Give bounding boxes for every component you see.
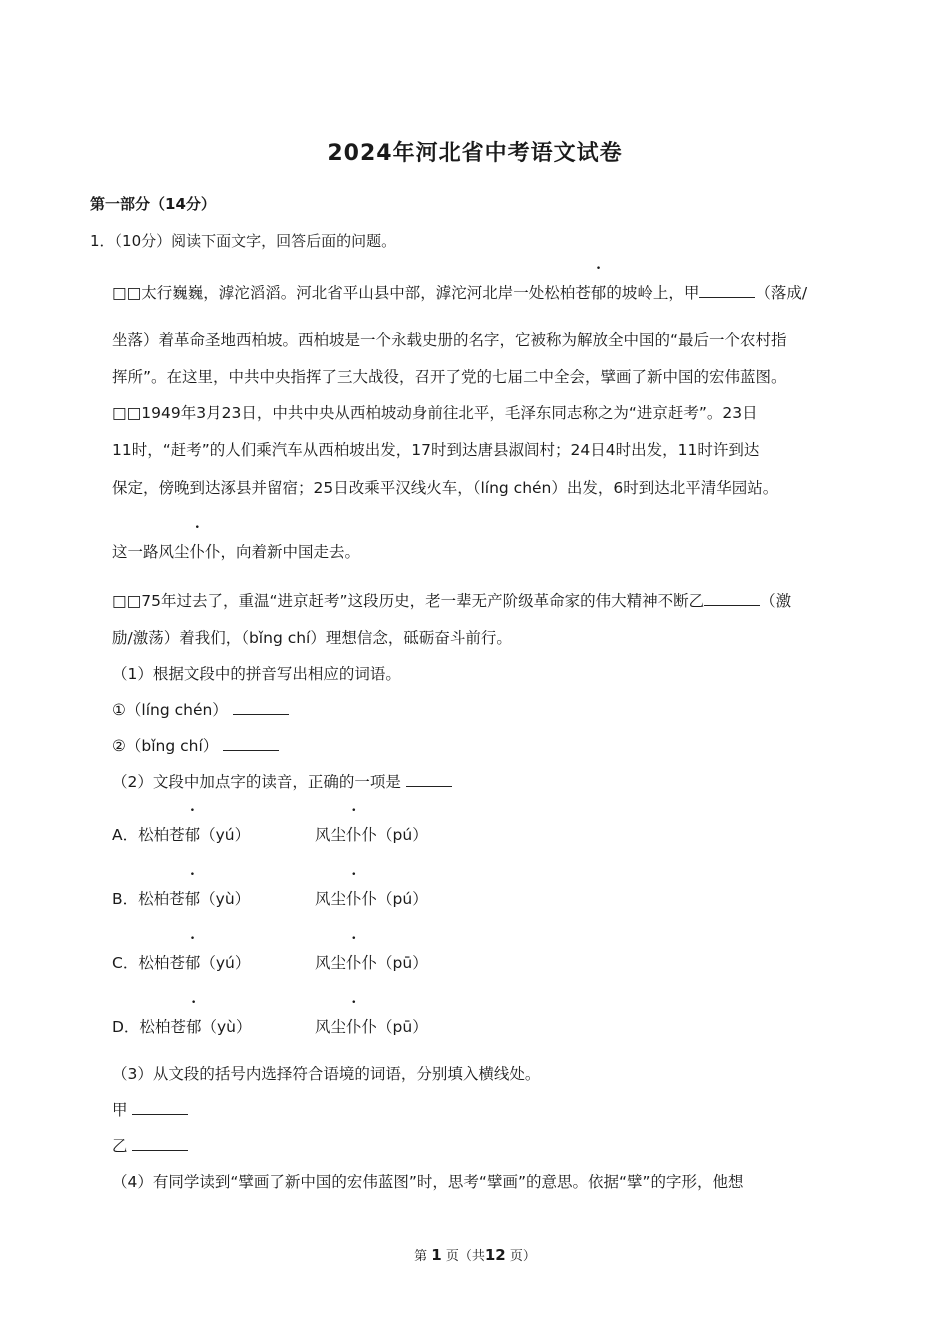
page-title: 2024年河北省中考语文试卷 — [327, 141, 623, 166]
dotted-char: 仆 — [346, 890, 362, 908]
dotted-char: 郁 — [184, 826, 201, 844]
sub-label: ①（líng chén） — [112, 701, 228, 719]
dotted-char: 郁 — [185, 1018, 202, 1036]
dotted-char: 仆 — [346, 954, 362, 972]
passage-text: 的坡岭上，甲 — [606, 284, 700, 302]
answer-blank — [132, 1136, 188, 1151]
passage-line-1 — [112, 281, 807, 303]
question-1-header: 1．（10分）阅读下面文字，回答后面的问题。 — [90, 232, 397, 250]
sub-label: 乙 — [112, 1137, 128, 1155]
passage-text: □□太行巍巍，滹沱滔滔。河北省平山县中部，滹沱河北岸一处松柏苍 — [112, 284, 591, 302]
total-pages: 12 — [484, 1246, 506, 1264]
sub-question-2 — [112, 770, 452, 792]
footer-text: 页） — [509, 1249, 536, 1264]
passage-text: （激 — [760, 592, 792, 610]
answer-blank — [406, 772, 452, 787]
passage-line-3: 挥所”。在这里，中共中央指挥了三大战役，召开了党的七届二中全会，擘画了新中国的宏伟蓝图。 — [112, 368, 787, 386]
sub-question-1: （1）根据文段中的拼音写出相应的词语。 — [112, 665, 401, 683]
dotted-char: 仆 — [346, 1018, 362, 1036]
option-c-right: 风尘仆仆（pū） — [315, 951, 428, 973]
passage-text: 这一路风尘 — [112, 543, 190, 561]
passage-line-2: 坐落）着革命圣地西柏坡。西柏坡是一个永载史册的名字，它被称为解放全中国的“最后一个农村指 — [112, 331, 787, 349]
option-b-right: 风尘仆仆（pú） — [315, 887, 428, 909]
page-number: 1 — [431, 1246, 442, 1264]
footer-text: 第 — [414, 1249, 428, 1264]
passage-text: 仆，向着新中国走去。 — [205, 543, 361, 561]
blank-jia — [699, 283, 755, 298]
answer-blank — [233, 700, 289, 715]
sub-label: （2）文段中加点字的读音，正确的一项是 — [112, 773, 401, 791]
passage-text: □□75年过去了，重温“进京赶考”这段历史，老一辈无产阶级革命家的伟大精神不断乙 — [112, 592, 705, 610]
answer-blank — [223, 736, 279, 751]
option-a-left: A．松柏苍郁（yú） — [112, 823, 250, 845]
option-c-left: C．松柏苍郁（yú） — [112, 951, 250, 973]
footer-text: 页（共 — [445, 1249, 485, 1264]
dotted-char: 郁 — [184, 890, 201, 908]
sub-label: 甲 — [112, 1101, 128, 1119]
passage-line-5: 11时，“赶考”的人们乘汽车从西柏坡出发，17时到达唐县淑闾村；24日4时出发，11时许到达 — [112, 441, 760, 459]
page-footer — [0, 1245, 950, 1264]
answer-blank — [132, 1100, 188, 1115]
sub-question-1-b — [112, 734, 279, 756]
dotted-char: 仆 — [189, 543, 206, 561]
dotted-char: 郁 — [590, 284, 607, 302]
sub-question-1-a — [112, 698, 289, 720]
blank-yi — [704, 591, 760, 606]
dotted-char: 仆 — [346, 826, 362, 844]
sub-question-3-a — [112, 1098, 188, 1120]
sub-question-3: （3）从文段的括号内选择符合语境的词语，分别填入横线处。 — [112, 1065, 541, 1083]
sub-label: ②（bǐng chí） — [112, 737, 219, 755]
passage-line-4: □□1949年3月23日，中共中央从西柏坡动身前往北平，毛泽东同志称之为“进京赶考”。23日 — [112, 404, 758, 422]
option-b-left: B．松柏苍郁（yù） — [112, 887, 250, 909]
passage-text: （落成/ — [755, 284, 808, 302]
section-heading: 第一部分（14分） — [90, 195, 216, 213]
passage-line-8 — [112, 589, 791, 611]
passage-line-9: 励/激荡）着我们，（bǐng chí）理想信念，砥砺奋斗前行。 — [112, 629, 512, 647]
option-d-right: 风尘仆仆（pū） — [315, 1015, 428, 1037]
option-a-right: 风尘仆仆（pú） — [315, 823, 428, 845]
passage-line-6: 保定，傍晚到达涿县并留宿；25日改乘平汉线火车，（líng chén）出发，6时到达北平清华园站。 — [112, 479, 779, 497]
passage-line-7 — [112, 540, 360, 562]
option-d-left: D．松柏苍郁（yù） — [112, 1015, 251, 1037]
sub-question-4: （4）有同学读到“擘画了新中国的宏伟蓝图”时，思考“擘画”的意思。依据“擘”的字形，他想 — [112, 1173, 744, 1191]
sub-question-3-b — [112, 1134, 188, 1156]
dotted-char: 郁 — [184, 954, 201, 972]
